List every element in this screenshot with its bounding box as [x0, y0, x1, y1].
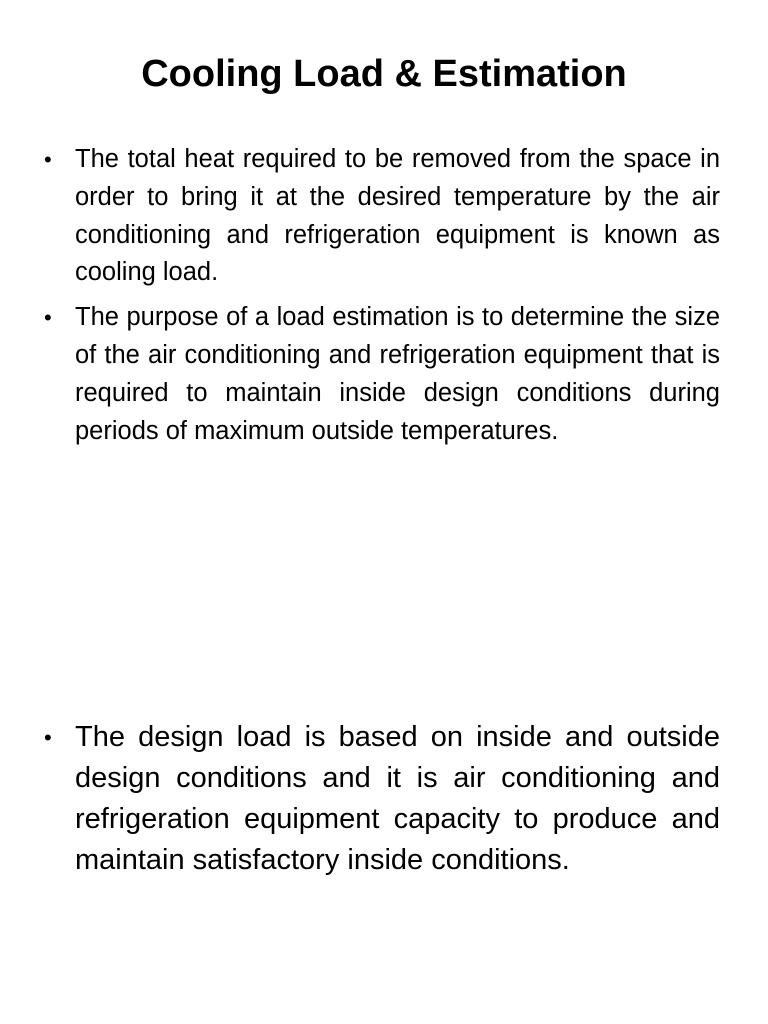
bullet-text: The total heat required to be removed from the space in order to bring it at the desired temperature by the air conditioning and refrigeration equipment is known as cooling load. — [75, 145, 720, 287]
slide-title: Cooling Load & Estimation — [141, 53, 627, 95]
bullet-list-bottom — [44, 717, 720, 881]
bullet-dot-icon: • — [44, 305, 52, 331]
bullet-dot-icon: • — [44, 147, 52, 172]
bullet-dot-icon: • — [44, 725, 52, 750]
bullet-item-load-estimation — [44, 299, 720, 450]
bullet-text: The design load is based on inside and outside design conditions and it is air conditioning and refrigeration equipment capacity to produce and maintain satisfactory inside conditions. — [75, 721, 720, 876]
bullet-list-top — [44, 141, 720, 457]
bullet-item-cooling-load — [44, 141, 720, 292]
bullet-item-design-load — [44, 717, 720, 881]
bullet-text: The purpose of a load estimation is to determine the size of the air conditioning and refrigeration equipment that is required to maintain inside design conditions during periods of maximum outside temperatures. — [75, 303, 720, 445]
